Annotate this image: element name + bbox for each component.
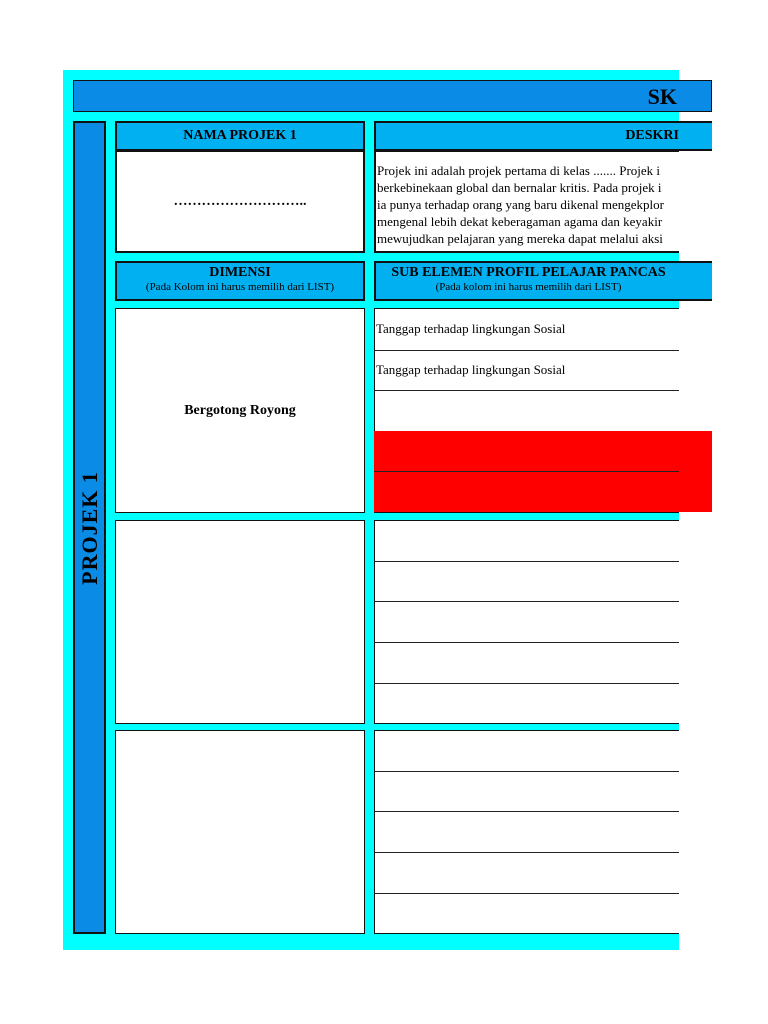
- sub-element-note: (Pada kolom ini harus memilih dari LIST): [435, 281, 622, 293]
- description-header: DESKRI: [625, 128, 679, 143]
- project-name-cell[interactable]: [115, 150, 365, 253]
- sub-element-row-2[interactable]: Tanggap terhadap lingkungan Sosial: [376, 362, 566, 377]
- description-header-cell[interactable]: [374, 121, 712, 151]
- project-name-value: ………………………..: [173, 193, 307, 209]
- description-line: Projek ini adalah projek pertama di kelas ....... Projek i: [377, 163, 661, 178]
- project-name-header-cell[interactable]: [115, 121, 365, 151]
- description-line: ia punya terhadap orang yang baru dikenal mengekplor: [377, 197, 664, 212]
- row-divider: [374, 852, 679, 853]
- dimensi-header: DIMENSI: [209, 265, 271, 280]
- sub-element-block-3[interactable]: [374, 730, 679, 934]
- project-side-bar: [73, 121, 106, 934]
- sheet-title-bar: [73, 80, 712, 112]
- row-divider: [374, 771, 679, 772]
- description-line: mengenal lebih dekat keberagaman agama dan keyakir: [377, 214, 663, 229]
- dimensi-note: (Pada Kolom ini harus memilih dari LIST): [145, 281, 335, 293]
- sub-element-header-cell[interactable]: [374, 261, 712, 301]
- project-side-label: PROJEK 1: [76, 470, 102, 585]
- dimensi-cell-1[interactable]: [115, 308, 365, 513]
- description-line: mewujudkan pelajaran yang mereka dapat melalui aksi: [377, 231, 663, 246]
- row-divider: [374, 601, 679, 602]
- sub-element-block-2[interactable]: [374, 520, 679, 724]
- row-divider: [374, 683, 679, 684]
- dimensi-cell-2[interactable]: [115, 520, 365, 724]
- row-divider: [374, 471, 679, 472]
- row-divider: [374, 350, 679, 351]
- row-divider: [374, 811, 679, 812]
- sheet-title: SK: [647, 84, 677, 109]
- sub-element-header: SUB ELEMEN PROFIL PELAJAR PANCAS: [391, 265, 666, 280]
- description-text: [377, 162, 679, 247]
- row-divider: [374, 561, 679, 562]
- description-cell[interactable]: [374, 150, 679, 253]
- dimensi-cell-3[interactable]: [115, 730, 365, 934]
- description-line: berkebinekaan global dan bernalar kritis. Pada projek i: [377, 180, 662, 195]
- row-divider: [374, 642, 679, 643]
- row-divider: [374, 893, 679, 894]
- sub-element-row-1[interactable]: Tanggap terhadap lingkungan Sosial: [376, 321, 566, 336]
- project-name-header: NAMA PROJEK 1: [183, 128, 297, 143]
- dimensi-header-cell[interactable]: [115, 261, 365, 301]
- dimensi-value-1: Bergotong Royong: [184, 402, 296, 418]
- row-divider: [374, 390, 679, 391]
